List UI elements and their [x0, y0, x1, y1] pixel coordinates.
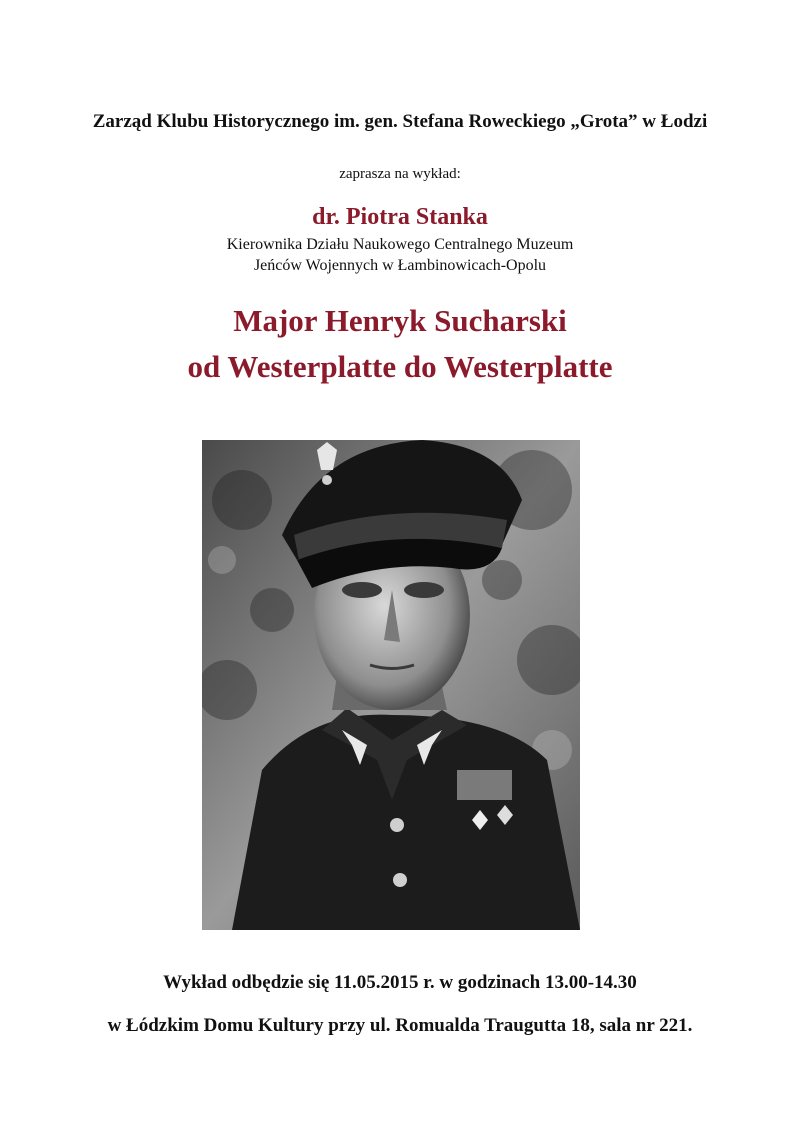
lecture-venue: w Łódzkim Domu Kultury przy ul. Romualda Traugutta 18, sala nr 221. — [107, 1015, 693, 1036]
portrait-photo — [202, 440, 580, 930]
lecture-title-line1: Major Henryk Sucharski — [233, 303, 567, 338]
portrait-illustration — [202, 440, 580, 930]
speaker-affiliation-line2: Jeńców Wojennych w Łambinowicach-Opolu — [253, 257, 547, 274]
lecture-date-time: Wykład odbędzie się 11.05.2015 r. w godzinach 13.00-14.30 — [163, 972, 637, 993]
invitation-text: zaprasza na wykład: — [339, 166, 461, 182]
lecture-title-line2: od Westerplatte do Westerplatte — [187, 349, 613, 384]
organizer-heading: Zarząd Klubu Historycznego im. gen. Stefana Roweckiego „Grota” w Łodzi — [92, 111, 708, 132]
speaker-affiliation-line1: Kierownika Działu Naukowego Centralnego Muzeum — [226, 236, 574, 253]
speaker-name: dr. Piotra Stanka — [312, 204, 488, 230]
